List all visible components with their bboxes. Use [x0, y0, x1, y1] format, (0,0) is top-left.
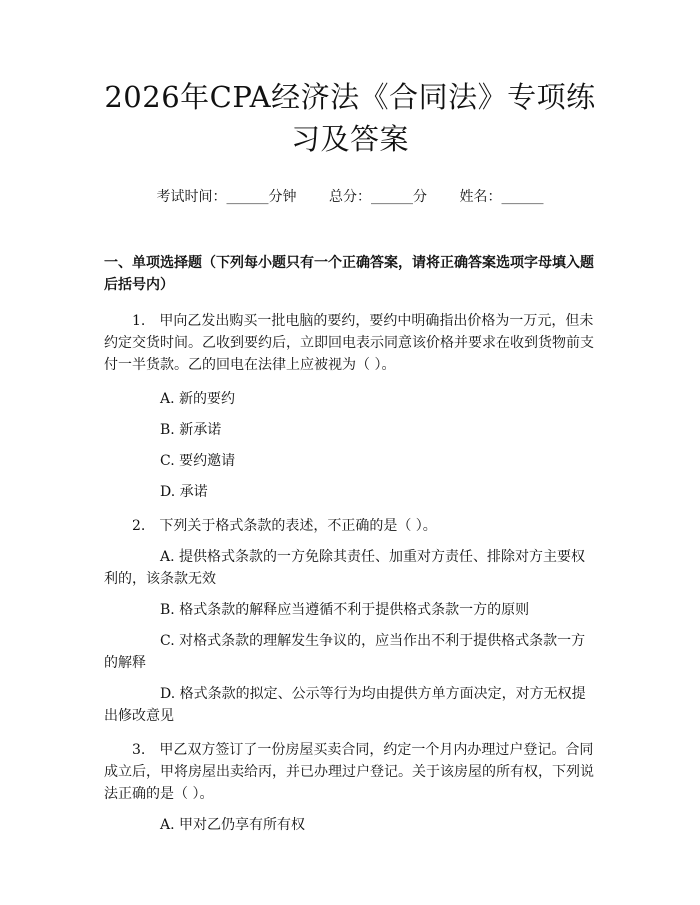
student-name: 姓名：______ — [459, 189, 544, 205]
document-title: 2026年CPA经济法《合同法》专项练习及答案 — [104, 80, 596, 156]
exam-meta — [104, 186, 596, 206]
section-heading: 一、单项选择题（下列每小题只有一个正确答案，请将正确答案选项字母填入题后括号内） — [104, 255, 594, 293]
q3-option-a: A. 甲对乙仍享有所有权 — [160, 817, 306, 833]
q1-option-a: A. 新的要约 — [160, 391, 236, 407]
q2-option-a: A. 提供格式条款的一方免除其责任、加重对方责任、排除对方主要权利的，该条款无效 — [104, 549, 586, 587]
question-3: 3. 甲乙双方签订了一份房屋买卖合同，约定一个月内办理过户登记。合同成立后，甲将房屋出卖给丙，并已办理过户登记。关于该房屋的所有权，下列说法正确的是（ ）。 — [104, 742, 594, 802]
question-1: 1. 甲向乙发出购买一批电脑的要约，要约中明确指出价格为一万元，但未约定交货时间。乙收到要约后，立即回电表示同意该价格并要求在收到货物前支付一半货款。乙的回电在法律上应被视为（ ）。 — [104, 313, 594, 373]
exam-time: 考试时间：______分钟 — [156, 189, 297, 205]
q2-option-c: C. 对格式条款的理解发生争议的，应当作出不利于提供格式条款一方的解释 — [104, 633, 586, 671]
q2-option-b: B. 格式条款的解释应当遵循不利于提供格式条款一方的原则 — [160, 602, 530, 618]
q2-option-d: D. 格式条款的拟定、公示等行为均由提供方单方面决定，对方无权提出修改意见 — [104, 686, 586, 724]
question-2: 2. 下列关于格式条款的表述，不正确的是（ ）。 — [132, 518, 437, 534]
q1-option-b: B. 新承诺 — [160, 422, 222, 438]
q1-option-d: D. 承诺 — [160, 484, 208, 500]
q1-option-c: C. 要约邀请 — [160, 453, 236, 469]
total-score: 总分：______分 — [329, 189, 427, 205]
